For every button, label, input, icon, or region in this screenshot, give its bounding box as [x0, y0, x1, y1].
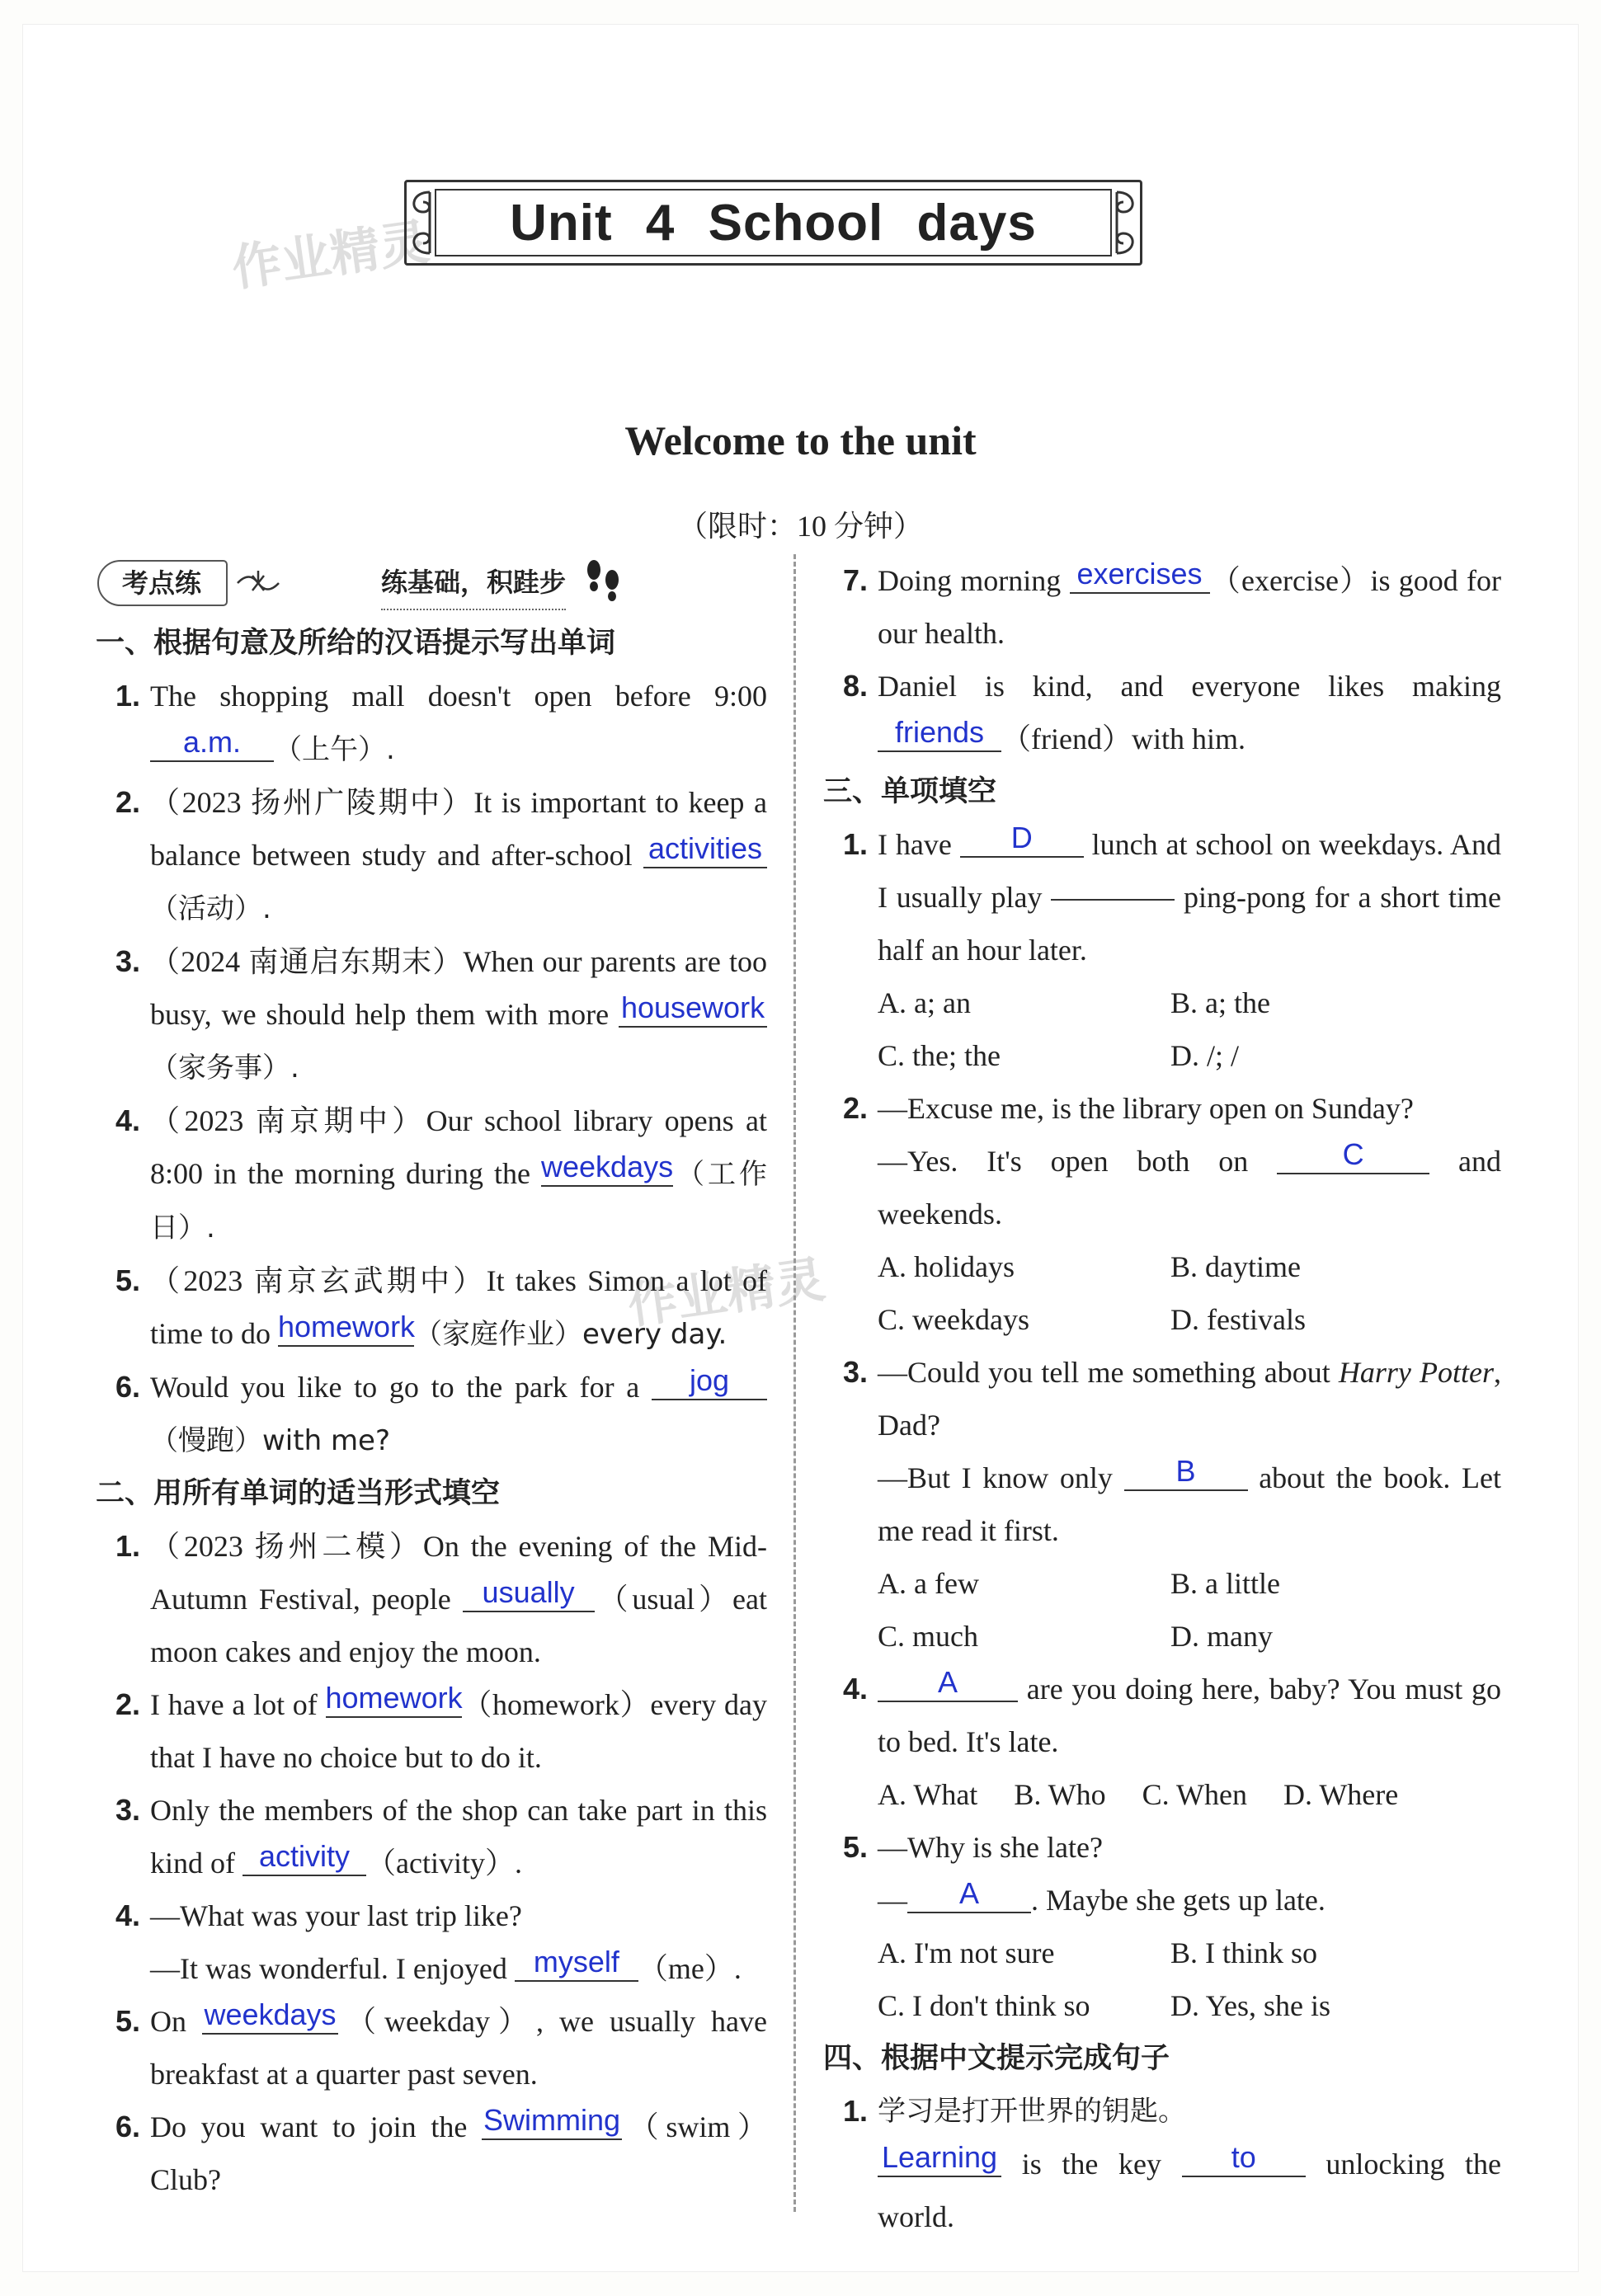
option[interactable]: B. I think so	[1170, 1936, 1318, 1969]
answer-blank[interactable]: to	[1182, 2139, 1306, 2177]
question-number: 2.	[115, 1687, 140, 1721]
question-text: （工作日）.	[150, 1158, 768, 1244]
question-text: （家务事）.	[150, 1052, 299, 1084]
kaodian-bar	[97, 554, 767, 612]
question-text: （2023 南京玄武期中）It takes Simon a lot of time to do	[150, 1264, 767, 1350]
flower-icon	[234, 567, 282, 599]
question	[825, 660, 1501, 765]
section-title: Welcome to the unit	[624, 417, 977, 463]
scroll-ornament-icon	[402, 187, 436, 258]
question-number: 1.	[842, 2094, 868, 2128]
option[interactable]: A. I'm not sure	[878, 1936, 1055, 1969]
options	[878, 976, 1501, 1082]
question-text: . Maybe she gets up late.	[1031, 1884, 1326, 1917]
question-text: （2023 南京期中）Our school library opens at 8:00 in the morning during the	[150, 1104, 767, 1190]
answer-blank[interactable]	[1051, 899, 1175, 901]
question-number: 1.	[115, 679, 140, 713]
column-divider	[793, 554, 796, 2212]
answer-blank[interactable]: activities	[643, 830, 767, 868]
part1-heading: 一、根据句意及所给的汉语提示写出单词	[96, 627, 616, 660]
question-text: （上午）.	[274, 733, 395, 766]
question-text: —	[878, 1884, 907, 1917]
answer-blank[interactable]: activity	[243, 1838, 366, 1876]
question	[825, 1082, 1501, 1346]
option[interactable]: C. I don't think so	[878, 1989, 1090, 2022]
question-text: about the book. Let me read it first.	[878, 1461, 1502, 1547]
question-number: 5.	[842, 1830, 868, 1864]
question	[97, 1678, 767, 1784]
option[interactable]: B. daytime	[1170, 1250, 1301, 1283]
question-number: 3.	[842, 1355, 868, 1389]
answer-blank[interactable]: B	[1124, 1453, 1248, 1491]
question-number: 2.	[115, 785, 140, 819]
question	[825, 554, 1501, 660]
question-text: , Dad?	[878, 1356, 1502, 1442]
question-text: Doing morning	[878, 564, 1062, 597]
answer-blank[interactable]: homework	[278, 1309, 414, 1347]
options	[878, 1557, 1501, 1663]
kaodian-slogan: 练基础，积跬步	[381, 556, 566, 610]
question-text: （friend）with him.	[1001, 722, 1245, 755]
scroll-ornament-icon	[1110, 187, 1145, 258]
question-text: （2024 南通启东期末）When our parents are too busy, we should help them with more	[150, 945, 767, 1031]
question-text: （活动）.	[150, 892, 271, 925]
question	[825, 1346, 1501, 1663]
chinese-prompt: 学习是打开世界的钥匙。	[878, 2095, 1186, 2128]
question-text: On	[150, 2005, 186, 2038]
question-text: —Could you tell me something about	[878, 1356, 1330, 1389]
part4-heading: 四、根据中文提示完成句子	[823, 2042, 1170, 2075]
question-text: （家庭作业）every day.	[414, 1318, 728, 1351]
question	[97, 1361, 767, 1467]
question-text: （usual）eat moon cakes and enjoy the moon.	[150, 1583, 768, 1668]
option[interactable]: C. the; the	[878, 1039, 1001, 1072]
question-text: Daniel is kind, and everyone likes making	[878, 670, 1501, 703]
question-text: Do you want to join the	[150, 2110, 468, 2143]
question-text: （慢跑）with me?	[150, 1424, 391, 1457]
option[interactable]: D. Yes, she is	[1170, 1989, 1331, 2022]
question	[97, 1784, 767, 1889]
question-number: 1.	[115, 1529, 140, 1563]
question-number: 7.	[842, 563, 868, 597]
answer-blank[interactable]: weekdays	[202, 1997, 338, 2035]
right-column	[825, 554, 1501, 2243]
answer-blank[interactable]: weekdays	[541, 1149, 673, 1187]
option[interactable]: B. Who	[1014, 1778, 1106, 1811]
watermark: 作业精灵	[228, 213, 433, 299]
question	[97, 1094, 767, 1254]
question-text: （me）.	[638, 1952, 742, 1985]
question-number: 8.	[842, 669, 868, 703]
question-number: 5.	[115, 1263, 140, 1297]
options	[878, 1927, 1501, 2032]
option[interactable]: C. much	[878, 1620, 978, 1653]
question-text: —It was wonderful. I enjoyed	[150, 1952, 507, 1985]
option[interactable]: D. /; /	[1170, 1039, 1240, 1072]
question-text: （exercise）is good for our health.	[878, 564, 1502, 650]
option[interactable]: B. a; the	[1170, 986, 1270, 1019]
question	[97, 670, 767, 776]
answer-blank[interactable]: A	[907, 1875, 1031, 1913]
option[interactable]: C. weekdays	[878, 1303, 1029, 1336]
question	[97, 1254, 767, 1361]
option[interactable]: D. festivals	[1170, 1303, 1306, 1336]
answer-blank[interactable]: friends	[878, 714, 1001, 752]
question-text: The shopping mall doesn't open before 9:00	[150, 680, 767, 713]
answer-blank[interactable]: a.m.	[150, 724, 274, 762]
question-text: （2023 扬州广陵期中）It is important to keep a balance between study and after-school	[150, 786, 767, 872]
question-number: 3.	[115, 944, 140, 978]
question-number: 4.	[842, 1672, 868, 1706]
question-text: —What was your last trip like?	[150, 1899, 522, 1932]
option[interactable]: A. a few	[878, 1567, 979, 1600]
answer-blank[interactable]: C	[1277, 1136, 1429, 1174]
question-text: Only the members of the shop can take part in this kind of	[150, 1794, 767, 1880]
question	[97, 1520, 767, 1678]
question	[825, 818, 1501, 1082]
question	[97, 776, 767, 935]
answer-blank[interactable]: myself	[515, 1944, 638, 1982]
answer-blank[interactable]: Swimming	[482, 2102, 622, 2140]
question-number: 6.	[115, 2110, 140, 2143]
question-text: and weekends.	[878, 1145, 1501, 1230]
option[interactable]: C. When	[1142, 1778, 1247, 1811]
question	[97, 935, 767, 1094]
question-number: 6.	[115, 1370, 140, 1404]
question-text: lunch at school on weekdays. And I usually play	[878, 828, 1502, 914]
footprints-icon	[582, 558, 625, 608]
question	[97, 2101, 767, 2206]
question-text: unlocking the world.	[878, 2148, 1502, 2233]
question-text: （weekday）, we usually have breakfast at a quarter past seven.	[150, 2005, 767, 2091]
question-text: Would you like to go to the park for a	[150, 1371, 640, 1404]
unit-title: Unit 4 School days	[510, 194, 1037, 252]
part2-heading: 二、用所有单词的适当形式填空	[96, 1477, 501, 1510]
answer-blank[interactable]: Learning	[878, 2139, 1001, 2177]
answer-blank[interactable]: jog	[652, 1362, 767, 1400]
question	[97, 1995, 767, 2101]
question-text: （2023 扬州二模）On the evening of the Mid-Autumn Festival, people	[150, 1530, 767, 1616]
question-number: 3.	[115, 1793, 140, 1827]
question-number: 4.	[115, 1103, 140, 1137]
answer-blank[interactable]: D	[960, 820, 1084, 858]
question-number: 1.	[842, 827, 868, 861]
question-number: 5.	[115, 2004, 140, 2038]
left-column	[97, 554, 767, 2206]
question-text: is the key	[1021, 2148, 1162, 2181]
question	[825, 2085, 1501, 2243]
question-text: I have	[878, 828, 952, 861]
option[interactable]: A. What	[878, 1778, 978, 1811]
question-text: （activity）.	[366, 1847, 522, 1880]
question-text: （homework）every day that I have no choice but to do it.	[150, 1688, 767, 1774]
question-number: 2.	[842, 1091, 868, 1125]
question-text: —Yes. It's open both on	[878, 1145, 1249, 1178]
answer-blank[interactable]: housework	[619, 990, 767, 1028]
question-text: ping-pong for a short time half an hour later.	[878, 881, 1501, 967]
question	[825, 1821, 1501, 2032]
question-text: I have a lot of	[150, 1688, 318, 1721]
option[interactable]: A. holidays	[878, 1250, 1015, 1283]
options	[878, 1240, 1501, 1346]
answer-blank[interactable]: exercises	[1070, 556, 1210, 594]
question-text: —But I know only	[878, 1461, 1113, 1494]
time-limit: （限时：10 分钟）	[677, 510, 923, 543]
question-number: 4.	[115, 1898, 140, 1932]
question-text: are you doing here, baby? You must go to bed. It's late.	[878, 1673, 1502, 1758]
kaodian-label: 考点练	[97, 560, 228, 606]
option[interactable]: B. a little	[1170, 1567, 1280, 1600]
question-text	[878, 1346, 1501, 1451]
question-text: —Excuse me, is the library open on Sunday?	[878, 1092, 1414, 1125]
option[interactable]: D. many	[1170, 1620, 1273, 1653]
question-text: —Why is she late?	[878, 1831, 1103, 1864]
watermark: 作业精灵	[624, 1250, 829, 1336]
question	[97, 1889, 767, 1995]
unit-banner	[404, 180, 1142, 266]
answer-blank[interactable]: homework	[326, 1680, 462, 1718]
question-text: （swim）Club?	[150, 2110, 768, 2196]
question	[825, 1663, 1501, 1821]
options	[878, 1768, 1501, 1821]
answer-blank[interactable]: A	[878, 1664, 1018, 1702]
answer-blank[interactable]: usually	[463, 1574, 595, 1612]
part3-heading: 三、单项填空	[823, 775, 997, 808]
option[interactable]: D. Where	[1283, 1778, 1399, 1811]
book-title: Harry Potter	[1338, 1356, 1495, 1389]
option[interactable]: A. a; an	[878, 986, 971, 1019]
